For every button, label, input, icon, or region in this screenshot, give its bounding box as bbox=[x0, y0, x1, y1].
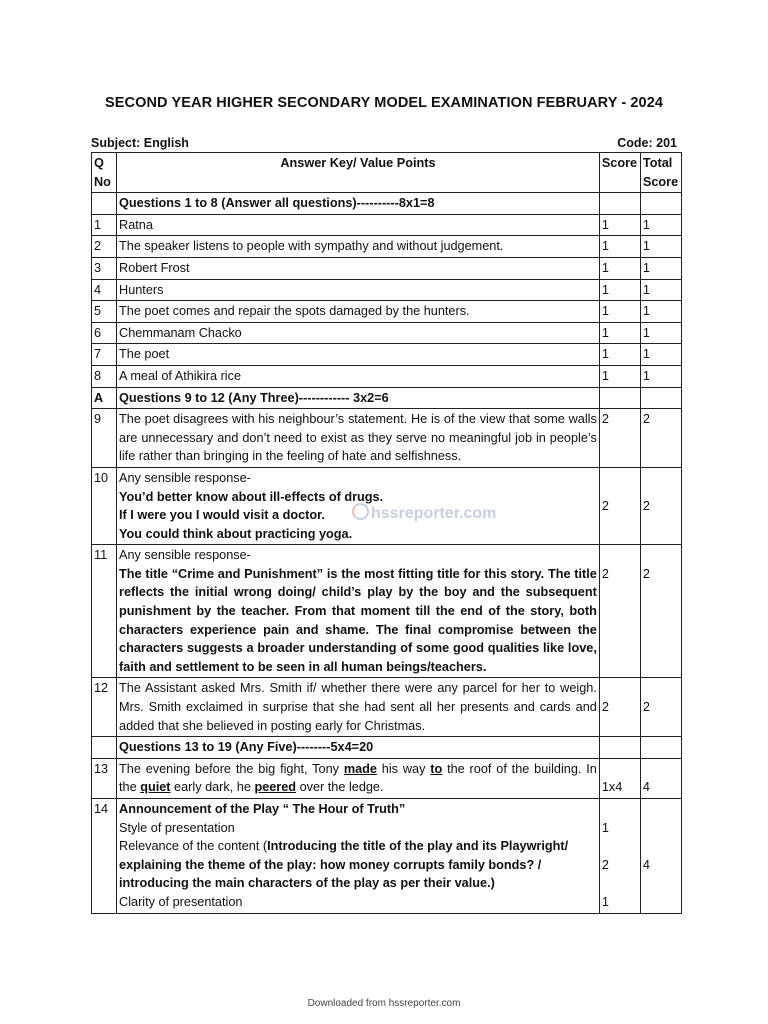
table-header-row bbox=[92, 153, 682, 193]
answer-line: Style of presentation bbox=[119, 820, 235, 835]
total-cell: 1 bbox=[640, 236, 681, 258]
q-number: 10 bbox=[92, 467, 117, 544]
total-cell: 4 bbox=[640, 758, 681, 798]
footer-text: Downloaded from hssreporter.com bbox=[307, 998, 461, 1009]
answer-heading: Announcement of the Play “ The Hour of Truth” bbox=[119, 802, 406, 816]
table-row bbox=[92, 301, 682, 323]
answer-cell: Chemmanam Chacko bbox=[117, 322, 600, 344]
total-cell: 1 bbox=[640, 279, 681, 301]
watermark-logo: hssreporter.com bbox=[352, 503, 496, 523]
q-number: 6 bbox=[92, 322, 117, 344]
subject-line bbox=[91, 136, 677, 150]
answer-text: The title “Crime and Punishment” is the most fitting title for this story. The title reflects the initial wrong doing/ child’s play by the boy and the subsequent punishment by the teacher. From that moment till the end of the story, both characters experience pain and shame. The final compromise between the characters suggests a broader understanding of some good qualities like love, faith and settlement to be seen in all human beings/teachers. bbox=[119, 566, 597, 674]
table-row bbox=[92, 365, 682, 387]
q-number: 9 bbox=[92, 409, 117, 468]
subject-label: Subject: English bbox=[91, 136, 189, 150]
total-cell: 1 bbox=[640, 301, 681, 323]
q-number: 12 bbox=[92, 678, 117, 737]
table-row bbox=[92, 344, 682, 366]
answer-cell: The poet comes and repair the spots damaged by the hunters. bbox=[117, 301, 600, 323]
score-cell: 1 bbox=[599, 365, 640, 387]
underlined-word: quiet bbox=[140, 780, 171, 795]
col-score: Score bbox=[599, 153, 640, 193]
underlined-word: peered bbox=[254, 780, 297, 795]
q-number: 5 bbox=[92, 301, 117, 323]
score-cell: 1 bbox=[599, 279, 640, 301]
table-row bbox=[92, 322, 682, 344]
table-row bbox=[92, 409, 682, 468]
total-cell: 4 bbox=[640, 799, 681, 914]
code-label: Code: 201 bbox=[617, 136, 677, 150]
q-number: 13 bbox=[92, 758, 117, 798]
score-cell: 2 bbox=[599, 467, 640, 544]
q-number: 3 bbox=[92, 257, 117, 279]
underlined-word: made bbox=[343, 761, 377, 776]
score-cell: 1 2 1 bbox=[599, 799, 640, 914]
col-total-score: Total Score bbox=[640, 153, 681, 193]
answer-cell bbox=[117, 799, 600, 914]
q-number: 11 bbox=[92, 545, 117, 678]
score-cell: 2 bbox=[599, 678, 640, 737]
answer-intro: Any sensible response- bbox=[119, 470, 251, 485]
table-row bbox=[92, 214, 682, 236]
section-row bbox=[92, 193, 682, 215]
answer-cell: Robert Frost bbox=[117, 257, 600, 279]
table-row bbox=[92, 279, 682, 301]
answer-line: You’d better know about ill-effects of drugs. bbox=[119, 489, 384, 504]
score-cell: 1 bbox=[599, 301, 640, 323]
answer-line: Clarity of presentation bbox=[119, 894, 243, 909]
q-number: 14 bbox=[92, 799, 117, 914]
hssreporter-logo-icon bbox=[352, 503, 369, 520]
page-title: SECOND YEAR HIGHER SECONDARY MODEL EXAMINATION FEBRUARY - 2024 bbox=[104, 95, 664, 111]
answer-cell: A meal of Athikira rice bbox=[117, 365, 600, 387]
total-cell: 1 bbox=[640, 322, 681, 344]
table-row bbox=[92, 545, 682, 678]
q-number: 8 bbox=[92, 365, 117, 387]
answer-cell: Hunters bbox=[117, 279, 600, 301]
score-cell: 1x4 bbox=[599, 758, 640, 798]
total-cell: 2 bbox=[640, 545, 681, 678]
answer-key-table bbox=[91, 152, 682, 914]
section-heading: Questions 1 to 8 (Answer all questions)----------8x1=8 bbox=[117, 193, 600, 215]
score-cell: 1 bbox=[599, 322, 640, 344]
section-row bbox=[92, 387, 682, 409]
section-heading: Questions 13 to 19 (Any Five)--------5x4=20 bbox=[117, 737, 600, 759]
col-q-no: Q No bbox=[92, 153, 117, 193]
answer-cell: The evening before the big fight, Tony made his way to the roof of the building. In the quiet early dark, he peered over the ledge. bbox=[117, 758, 600, 798]
score-cell: 1 bbox=[599, 214, 640, 236]
score-cell: 2 bbox=[599, 409, 640, 468]
answer-cell: The poet bbox=[117, 344, 600, 366]
total-cell: 1 bbox=[640, 365, 681, 387]
answer-line: If I were you I would visit a doctor. bbox=[119, 508, 325, 523]
score-cell: 1 bbox=[599, 236, 640, 258]
q-number: 2 bbox=[92, 236, 117, 258]
q-number: 7 bbox=[92, 344, 117, 366]
answer-cell: The Assistant asked Mrs. Smith if/ whether there were any parcel for her to weigh. Mrs. Smith exclaimed in surprise that she had sent all her presents and cards and added that she believed in posting early for Christmas. bbox=[117, 678, 600, 737]
total-cell: 2 bbox=[640, 467, 681, 544]
table-row bbox=[92, 257, 682, 279]
answer-cell: Ratna bbox=[117, 214, 600, 236]
total-cell: 1 bbox=[640, 214, 681, 236]
table-row bbox=[92, 678, 682, 737]
table-row bbox=[92, 799, 682, 914]
underlined-word: to bbox=[430, 761, 443, 776]
q-number: 4 bbox=[92, 279, 117, 301]
section-heading: Questions 9 to 12 (Any Three)------------ 3x2=6 bbox=[117, 387, 600, 409]
table-row bbox=[92, 236, 682, 258]
section-marker: A bbox=[92, 387, 117, 409]
answer-intro: Any sensible response- bbox=[119, 548, 251, 563]
answer-line: You could think about practicing yoga. bbox=[119, 526, 353, 541]
answer-line: Relevance of the content (Introducing the title of the play and its Playwright/ explaining the theme of the play: how money corrupts family bonds? / introducing the main characters of the play as per their value.) bbox=[119, 839, 569, 891]
score-cell: 2 bbox=[599, 545, 640, 678]
total-cell: 2 bbox=[640, 678, 681, 737]
answer-cell bbox=[117, 545, 600, 678]
col-answer: Answer Key/ Value Points bbox=[117, 153, 600, 193]
total-cell: 2 bbox=[640, 409, 681, 468]
answer-cell: The poet disagrees with his neighbour’s statement. He is of the view that some walls are unnecessary and don’t need to exist as they serve no meaningful job in people’s life rather than bringing in the feeling of hate and selfishness. bbox=[117, 409, 600, 468]
score-cell: 1 bbox=[599, 344, 640, 366]
answer-cell: The speaker listens to people with sympathy and without judgement. bbox=[117, 236, 600, 258]
total-cell: 1 bbox=[640, 257, 681, 279]
section-row bbox=[92, 737, 682, 759]
q-number: 1 bbox=[92, 214, 117, 236]
total-cell: 1 bbox=[640, 344, 681, 366]
score-cell: 1 bbox=[599, 257, 640, 279]
table-row bbox=[92, 758, 682, 798]
